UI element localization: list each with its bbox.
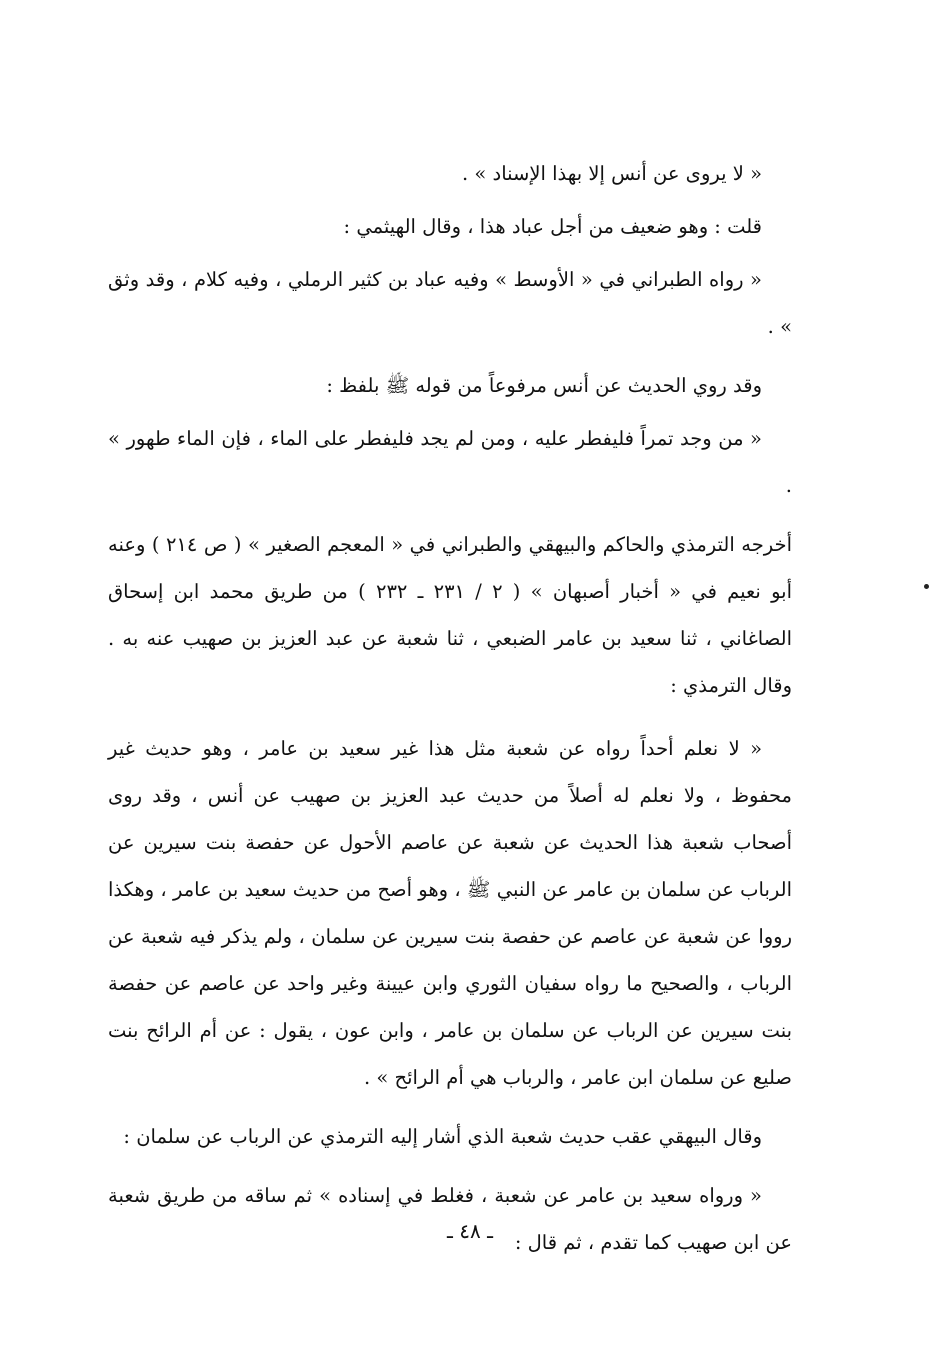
paragraph-bayhaqi-quote: « ورواه سعيد بن عامر عن شعبة ، فغلط في إسناده » ثم ساقه من طريق شعبة عن ابن صهيب كما تقدم ، ثم قال : bbox=[108, 1184, 792, 1254]
paragraph-quote-isnad: « لا يروى عن أنس إلا بهذا الإسناد » . bbox=[461, 162, 762, 185]
paragraph-haythami-quote: « رواه الطبراني في « الأوسط » وفيه عباد بن كثير الرملي ، وفيه كلام ، وقد وثق » . bbox=[108, 268, 792, 338]
paragraph-tirmidhi-quote: « لا نعلم أحداً رواه عن شعبة مثل هذا غير سعيد بن عامر ، وهو حديث غير محفوظ ، ولا نعلم له أصلاً من حديث عبد العزيز بن صهيب عن أنس ، وقد روى أصحاب شعبة هذا الحديث عن شعبة عن عاصم الأحول عن حفصة بنت سيرين عن الرباب عن سلمان بن عامر عن النبي ﷺ ، وهو أصح من حديث سعيد بن عامر ، وهكذا رووا عن شعبة عن عاصم عن حفصة بنت سيرين عن سلمان ، ولم يذكر فيه شعبة عن الرباب ، والصحيح ما رواه سفيان الثوري وابن عيينة وغير واحد عن عاصم عن حفصة بنت سيرين عن الرباب عن سلمان بن عامر ، وابن عون ، يقول : عن أم الرائح بنت صليع عن سلمان ابن عامر ، والرباب هي أم الرائح » . bbox=[108, 737, 792, 1089]
paragraph-takhrij: أخرجه الترمذي والحاكم والبيهقي والطبراني في « المعجم الصغير » ( ص ٢١٤ ) وعنه أبو نعيم في « أخبار أصبهان » ( ٢ / ٢٣١ ـ ٢٣٢ ) من طريق محمد ابن إسحاق الصاغاني ، ثنا سعيد بن عامر الضبعي ، ثنا شعبة عن عبد العزيز بن صهيب عنه به . وقال الترمذي : bbox=[108, 533, 792, 697]
paragraph-marfu-narration: وقد روي الحديث عن أنس مرفوعاً من قوله ﷺ بلفظ : bbox=[326, 374, 762, 397]
body-text bbox=[108, 150, 792, 1272]
page-number: ـ ٤٨ ـ bbox=[447, 1219, 493, 1243]
paragraph-bayhaqi-note: وقال البيهقي عقب حديث شعبة الذي أشار إليه الترمذي عن الرباب عن سلمان : bbox=[123, 1125, 762, 1148]
paragraph-weakness-note: قلت : وهو ضعيف من أجل عباد هذا ، وقال الهيثمي : bbox=[343, 215, 762, 238]
margin-dot-mark bbox=[924, 584, 929, 589]
paragraph-hadith-text: « من وجد تمراً فليفطر عليه ، ومن لم يجد فليفطر على الماء ، فإن الماء طهور » . bbox=[108, 427, 792, 497]
